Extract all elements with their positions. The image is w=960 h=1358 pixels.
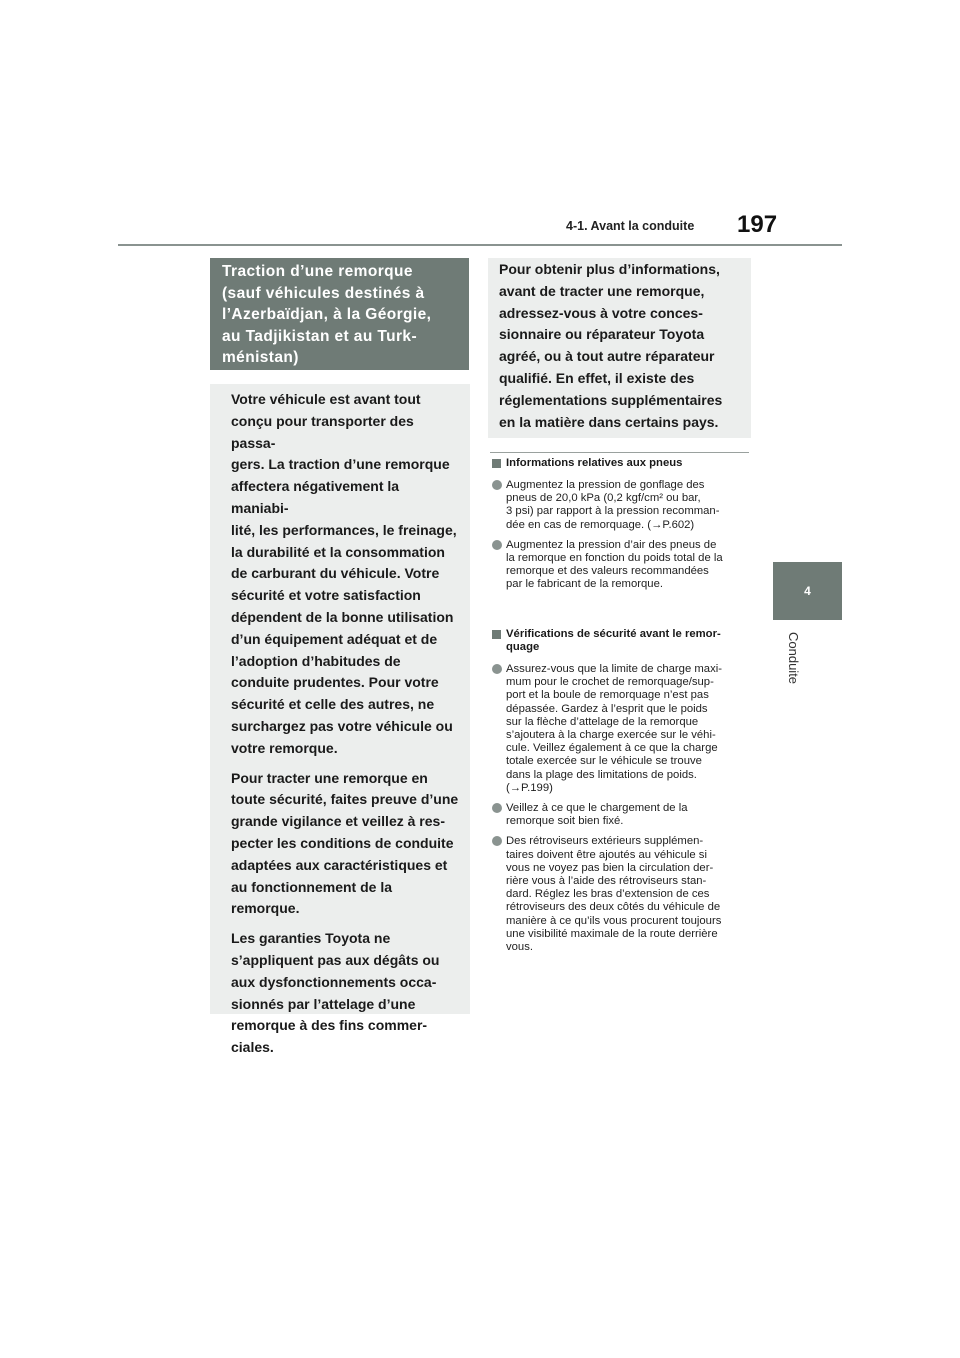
intro-paragraph (231, 768, 460, 921)
info-line: avant de tracter une remorque, (499, 282, 705, 299)
intro-line: votre remorque. (231, 739, 338, 756)
section-safety-checks (492, 628, 754, 961)
list-item-line: pneus de 20,0 kPa (0,2 kgf/cm² ou bar, (506, 492, 701, 505)
section-title-line: au Tadjikistan et au Turk- (222, 327, 417, 345)
section-title-line: Traction d’une remorque (222, 263, 413, 280)
info-paragraph (499, 259, 743, 433)
intro-line: sionnés par l’attelage d’une (231, 995, 416, 1012)
intro-line: lité, les performances, le freinage, (231, 521, 457, 538)
header-rule (118, 244, 842, 246)
list-item-text (506, 663, 754, 795)
list-item-line: dard. Réglez les bras d’extension de ces (506, 888, 710, 901)
list-item-line: vous. (506, 941, 534, 954)
info-line: en la matière dans certains pays. (499, 413, 719, 430)
page-number: 197 (737, 211, 778, 238)
intro-line: pecter les conditions de conduite (231, 834, 454, 851)
list-item (492, 479, 754, 532)
info-line: sionnaire ou réparateur Toyota (499, 326, 705, 343)
circle-bullet-icon (492, 836, 502, 846)
info-line: adressez-vous à votre conces- (499, 304, 703, 321)
intro-line: sécurité et celle des autres, ne (231, 696, 435, 713)
intro-paragraph (231, 928, 460, 1059)
list-item (492, 835, 754, 954)
section-title-line: (sauf véhicules destinés à (222, 284, 425, 302)
intro-paragraph (231, 389, 460, 760)
intro-line: surchargez pas votre véhicule ou (231, 717, 453, 734)
chapter-tab-number: 4 (804, 584, 811, 598)
section-title-line: l’Azerbaïdjan, à la Géorgie, (222, 306, 432, 323)
intro-line: sécurité et votre satisfaction (231, 587, 421, 604)
list-item-line: Assurez-vous que la limite de charge maxi- (506, 663, 722, 675)
intro-line: la durabilité et la consommation (231, 543, 445, 560)
list-item-text (506, 539, 754, 592)
square-bullet-icon (492, 459, 501, 468)
list-item-line: Veillez à ce que le chargement de la (506, 802, 688, 815)
intro-line: adaptées aux caractéristiques et (231, 856, 448, 873)
intro-line: de carburant du véhicule. Votre (231, 565, 440, 582)
intro-line: d’un équipement adéquat et de (231, 630, 438, 647)
list-item-text (506, 479, 754, 532)
list-item-line: 3 psi) par rapport à la pression recomman- (506, 505, 720, 518)
list-item-text (506, 835, 754, 954)
list-item-line: manière à ce qu’ils vous procurent toujours (506, 914, 722, 927)
info-box (488, 258, 751, 438)
circle-bullet-icon (492, 664, 502, 674)
list-item-line: Augmentez la pression de gonflage des (506, 479, 705, 491)
intro-line: conçu pour transporter des passa- (231, 412, 414, 451)
subsection-heading (492, 457, 754, 470)
section-title-box (210, 258, 469, 370)
list-item-line: la remorque en fonction du poids total de la (506, 552, 723, 565)
list-item-line: dépassée. Gardez à l’esprit que le poids (506, 702, 708, 715)
list-item-line: (→P.199) (506, 781, 553, 794)
header-section-title: 4-1. Avant la conduite (566, 219, 695, 233)
intro-line: s’appliquent pas aux dégâts ou (231, 951, 440, 968)
intro-line: Votre véhicule est avant tout (231, 391, 421, 407)
list-item-line: Des rétroviseurs extérieurs supplémen- (506, 835, 704, 848)
column-rule (490, 452, 749, 453)
intro-line: aux dysfonctionnements occa- (231, 973, 437, 990)
heading-line: quage (506, 641, 540, 653)
subsection-heading-text (506, 628, 721, 654)
info-line: agréé, ou à tout autre réparateur (499, 348, 715, 365)
subsection-heading (492, 628, 754, 654)
intro-line: conduite prudentes. Pour votre (231, 674, 439, 691)
heading-line: Vérifications de sécurité avant le remor- (506, 628, 721, 640)
list-item-line: dans la plage des limitations de poids. (506, 768, 697, 781)
section-title (222, 261, 460, 369)
list-item (492, 539, 754, 592)
heading-line: Informations relatives aux pneus (506, 457, 683, 469)
chapter-tab-label: Conduite (786, 632, 801, 685)
info-line: réglementations supplémentaires (499, 391, 723, 408)
circle-bullet-icon (492, 803, 502, 813)
list-item-line: une visibilité maximale de la route derrière (506, 927, 718, 940)
info-line: Pour obtenir plus d’informations, (499, 261, 720, 277)
intro-line: gers. La traction d’une remorque (231, 456, 450, 473)
list-item-line: par le fabricant de la remorque. (506, 578, 663, 591)
circle-bullet-icon (492, 540, 502, 550)
subsection-heading-text (506, 457, 682, 470)
square-bullet-icon (492, 630, 501, 639)
list-item-line: s’ajoutera à la charge exercée sur le véhi- (506, 729, 716, 742)
intro-box (210, 384, 470, 1056)
intro-line: au fonctionnement de la (231, 878, 393, 895)
list-item-line: rétroviseurs des deux côtés du véhicule de (506, 901, 721, 914)
list-item-line: mum pour le crochet de remorquage/sup- (506, 676, 714, 689)
list-item-line: totale exercée sur le véhicule se trouve (506, 755, 702, 768)
intro-line: remorque. (231, 900, 300, 917)
section-tire-info (492, 457, 754, 599)
list-item (492, 802, 754, 828)
circle-bullet-icon (492, 480, 502, 490)
list-item-line: sur la flèche d’attelage de la remorque (506, 715, 699, 728)
list-item-line: taires doivent être ajoutés au véhicule si (506, 848, 707, 861)
list-item (492, 663, 754, 795)
list-item-line: cule. Veillez également à ce que la charge (506, 742, 718, 755)
list-item-line: remorque et des valeurs recommandées (506, 565, 709, 578)
intro-line: l’adoption d’habitudes de (231, 652, 401, 669)
intro-line: Les garanties Toyota ne (231, 930, 391, 947)
list-item-line: vous ne voyez pas bien la circulation der- (506, 861, 714, 874)
intro-line: toute sécurité, faites preuve d’une (231, 791, 459, 808)
intro-line: ciales. (231, 1039, 274, 1056)
list-item-line: rière vous à l’aide des rétroviseurs stan- (506, 875, 707, 888)
intro-line: affectera négativement la maniabi- (231, 478, 400, 516)
list-item-line: port et la boule de remorquage n’est pas (506, 689, 709, 702)
intro-line: grande vigilance et veillez à res- (231, 813, 445, 830)
intro-line: Pour tracter une remorque en (231, 769, 428, 786)
chapter-tab (773, 562, 842, 620)
info-line: qualifié. En effet, il existe des (499, 369, 695, 386)
intro-line: dépendent de la bonne utilisation (231, 608, 454, 625)
list-item-line: Augmentez la pression d’air des pneus de (506, 538, 717, 551)
intro-line: remorque à des fins commer- (231, 1017, 428, 1034)
list-item-line: remorque soit bien fixé. (506, 815, 624, 828)
section-title-line: ménistan) (222, 349, 299, 366)
list-item-text (506, 802, 754, 828)
list-item-line: dée en cas de remorquage. (→P.602) (506, 518, 695, 531)
